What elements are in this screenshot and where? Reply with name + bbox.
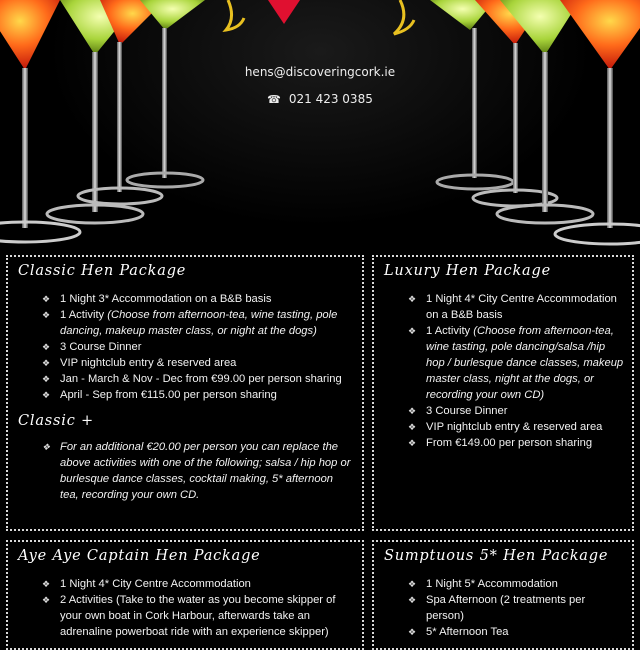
telephone-icon: ☎	[267, 93, 281, 106]
cocktail-glasses-illustration	[0, 0, 640, 258]
list-item-text: 5* Afternoon Tea	[426, 626, 509, 638]
list-item	[408, 323, 624, 403]
email-text[interactable]: hens@discoveringcork.ie	[244, 65, 396, 79]
list-item	[408, 403, 624, 419]
list-item	[408, 419, 624, 435]
list-item	[408, 576, 624, 592]
list-item-note: (Choose from afternoon-tea, wine tasting, pole dancing/salsa /hip hop / burlesque dance classes, makeup master class, night at the dogs, or recording your own CD)	[426, 325, 624, 401]
list-item	[408, 624, 624, 640]
list-item-text: 1 Night 4* City Centre Accommodation	[60, 578, 251, 590]
list-item	[42, 576, 354, 592]
sumptuous-package-box	[372, 540, 634, 650]
diamond-bullet-icon: ❖	[42, 579, 51, 589]
list-item-text: VIP nightclub entry & reserved area	[60, 357, 237, 369]
hero-image	[0, 0, 640, 258]
luxury-package-list	[384, 291, 624, 451]
diamond-bullet-icon: ❖	[408, 294, 417, 304]
list-item-text: 1 Night 5* Accommodation	[426, 578, 558, 590]
list-item-text: VIP nightclub entry & reserved area	[426, 421, 603, 433]
diamond-bullet-icon: ❖	[408, 579, 417, 589]
classic-package-list	[18, 291, 354, 403]
diamond-bullet-icon: ❖	[42, 390, 51, 400]
diamond-bullet-icon: ❖	[408, 627, 417, 637]
list-item-text: 1 Activity	[426, 325, 474, 337]
list-item	[42, 339, 354, 355]
captain-package-box	[6, 540, 364, 650]
list-item-note: (Choose from afternoon-tea, wine tasting, pole dancing, makeup master class, or night at the dogs)	[60, 309, 338, 337]
list-item-text: 1 Night 4* City Centre Accommodation on a B&B basis	[426, 293, 617, 321]
classic-plus-title: Classic +	[18, 413, 94, 429]
list-item-text: April - Sep from €115.00 per person sharing	[60, 389, 277, 401]
diamond-bullet-icon: ❖	[408, 438, 417, 448]
list-item	[408, 592, 624, 624]
list-item	[42, 355, 354, 371]
diamond-bullet-icon: ❖	[42, 342, 51, 352]
diamond-bullet-icon: ❖	[42, 358, 51, 368]
list-item-text: 1 Activity	[60, 309, 108, 321]
diamond-bullet-icon: ❖	[408, 422, 417, 432]
list-item	[408, 435, 624, 451]
contact-phone	[0, 92, 640, 106]
captain-package-list	[18, 576, 354, 640]
list-item	[42, 291, 354, 307]
diamond-bullet-icon: ❖	[408, 326, 417, 336]
list-item-text: 1 Night 3* Accommodation on a B&B basis	[60, 293, 272, 305]
list-item-text: 3 Course Dinner	[426, 405, 508, 417]
list-item	[42, 592, 354, 640]
diamond-bullet-icon: ❖	[42, 442, 51, 452]
diamond-bullet-icon: ❖	[42, 310, 51, 320]
list-item-text: For an additional €20.00 per person you can replace the above activities with one of the following; salsa / hip hop or burlesque dance classes, cocktail making, 5* afternoon tea, recording your own CD.	[60, 441, 351, 501]
classic-plus-list	[18, 439, 354, 503]
diamond-bullet-icon: ❖	[42, 595, 51, 605]
list-item-text: 2 Activities (Take to the water as you become skipper of your own boat in Cork Harbour, afterwards take an adrenaline powerboat ride with an experience skipper)	[60, 594, 336, 638]
list-item	[42, 387, 354, 403]
captain-package-title: Aye Aye Captain Hen Package	[18, 548, 261, 564]
list-item	[42, 439, 354, 503]
sumptuous-package-list	[384, 576, 624, 640]
luxury-package-title: Luxury Hen Package	[384, 263, 551, 279]
phone-text: 021 423 0385	[288, 92, 373, 106]
list-item	[42, 371, 354, 387]
diamond-bullet-icon: ❖	[42, 374, 51, 384]
classic-package-title: Classic Hen Package	[18, 263, 187, 279]
list-item	[42, 307, 354, 339]
list-item-text: From €149.00 per person sharing	[426, 437, 593, 449]
list-item	[408, 291, 624, 323]
diamond-bullet-icon: ❖	[408, 595, 417, 605]
diamond-bullet-icon: ❖	[42, 294, 51, 304]
diamond-bullet-icon: ❖	[408, 406, 417, 416]
contact-email[interactable]	[0, 65, 640, 79]
classic-package-box	[6, 255, 364, 531]
sumptuous-package-title: Sumptuous 5* Hen Package	[384, 548, 609, 564]
list-item-text: Spa Afternoon (2 treatments per person)	[426, 594, 586, 622]
list-item-text: 3 Course Dinner	[60, 341, 142, 353]
luxury-package-box	[372, 255, 634, 531]
list-item-text: Jan - March & Nov - Dec from €99.00 per person sharing	[60, 373, 342, 385]
